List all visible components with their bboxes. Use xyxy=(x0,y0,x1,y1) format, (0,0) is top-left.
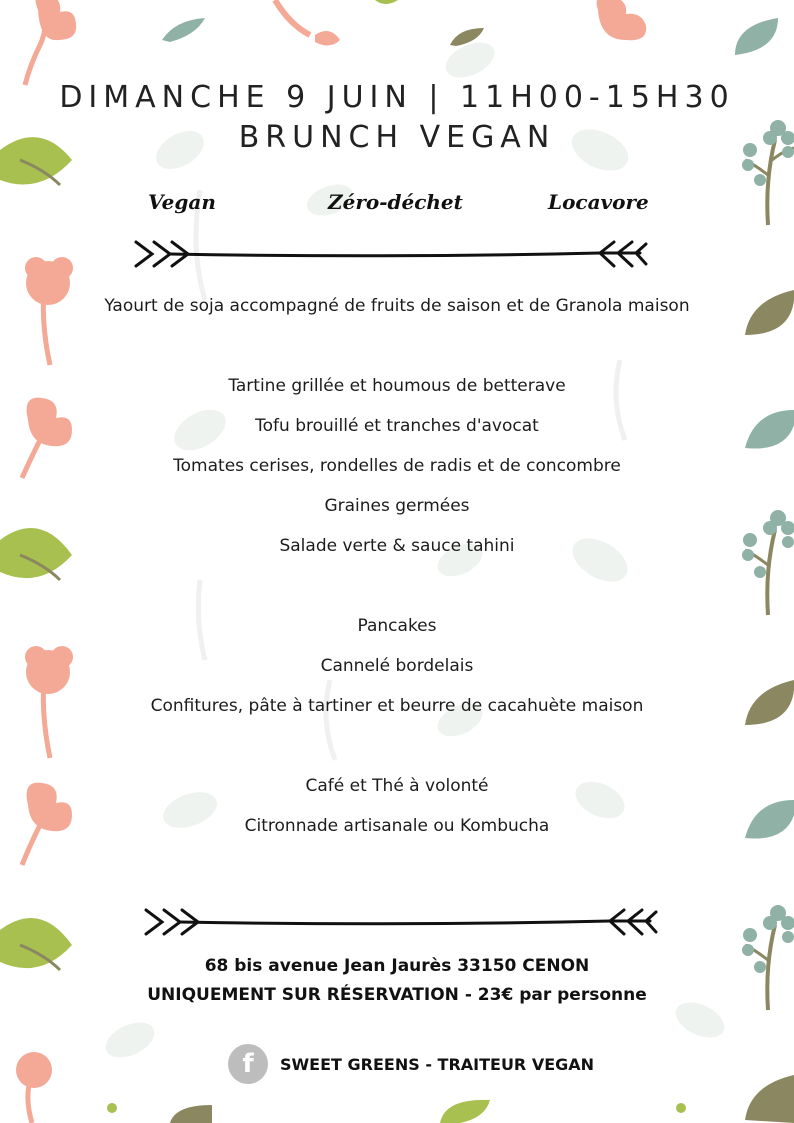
menu-item-pancakes: Pancakes xyxy=(357,616,437,636)
tag-vegan: Vegan xyxy=(148,190,216,214)
reservation-price: UNIQUEMENT SUR RÉSERVATION - 23€ par personne xyxy=(147,985,647,1005)
event-date-time: DIMANCHE 9 JUIN | 11H00-15H30 xyxy=(59,80,735,115)
event-title: BRUNCH VEGAN xyxy=(238,120,556,155)
tag-locavore: Locavore xyxy=(548,190,649,214)
facebook-page-name: SWEET GREENS - TRAITEUR VEGAN xyxy=(280,1054,595,1074)
menu-item-cannele: Cannelé bordelais xyxy=(320,656,474,676)
menu-item-yaourt: Yaourt de soja accompagné de fruits de saison et de Granola maison xyxy=(104,296,690,316)
menu-item-graines: Graines germées xyxy=(324,496,470,516)
menu-item-tomates: Tomates cerises, rondelles de radis et de concombre xyxy=(173,456,621,476)
menu-item-citronnade: Citronnade artisanale ou Kombucha xyxy=(244,816,550,836)
facebook-link[interactable] xyxy=(228,1043,594,1085)
tag-zero-dechet: Zéro-déchet xyxy=(328,190,463,214)
arrow-divider-icon xyxy=(130,232,650,276)
address: 68 bis avenue Jean Jaurès 33150 CENON xyxy=(204,956,590,976)
menu-item-salade: Salade verte & sauce tahini xyxy=(279,536,515,556)
menu-item-tofu: Tofu brouillé et tranches d'avocat xyxy=(255,416,539,436)
facebook-icon[interactable]: f xyxy=(228,1044,268,1084)
menu-item-confitures: Confitures, pâte à tartiner et beurre de cacahuète maison xyxy=(150,696,644,716)
arrow-divider-icon xyxy=(140,900,660,944)
menu-item-tartine: Tartine grillée et houmous de betterave xyxy=(228,376,566,396)
menu-item-cafe-the: Café et Thé à volonté xyxy=(305,776,489,796)
